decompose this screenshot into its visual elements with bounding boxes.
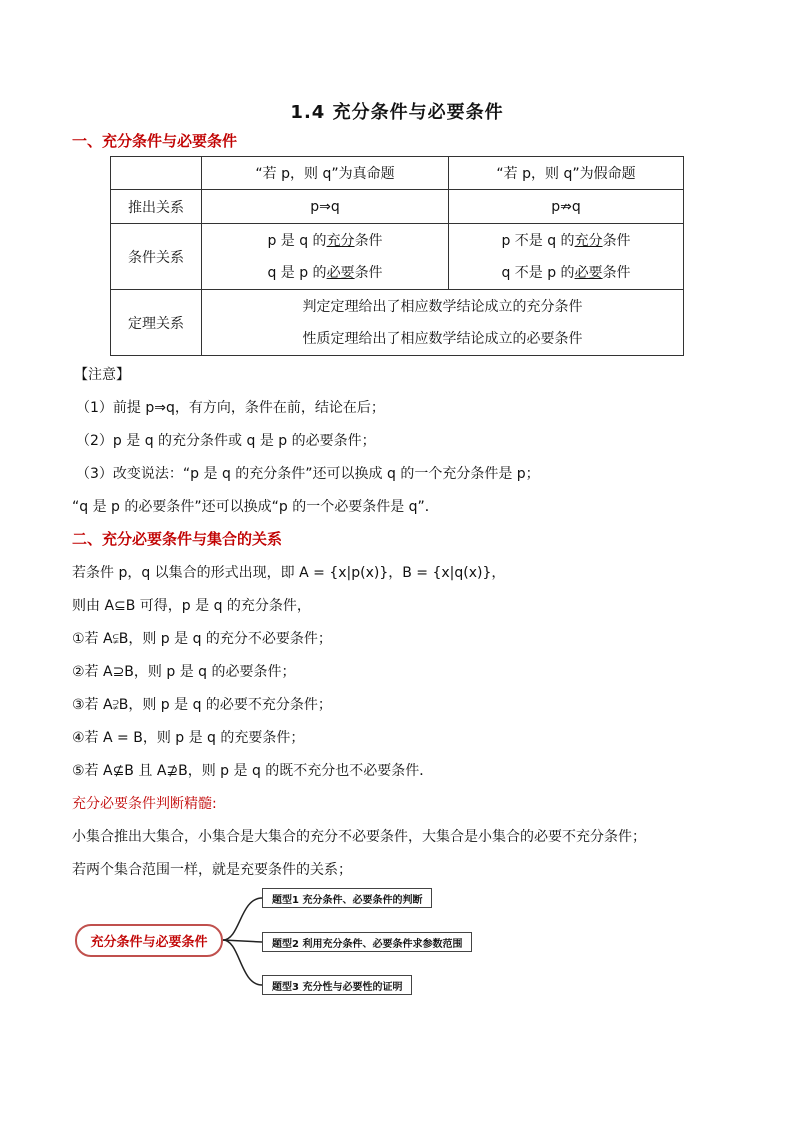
cell-line: p 是 q 的充分条件: [267, 232, 383, 249]
note-line: （2）p 是 q 的充分条件或 q 是 p 的必要条件；: [76, 433, 376, 449]
mindmap-branch-3: 题型3 充分性与必要性的证明: [262, 975, 412, 995]
cell-line: q 是 p 的必要条件: [267, 264, 383, 281]
mindmap-branch-1: 题型1 充分条件、必要条件的判断: [262, 888, 432, 908]
mindmap-root: 充分条件与必要条件: [75, 924, 223, 957]
section1-heading: 一、充分条件与必要条件: [72, 132, 238, 150]
page-title: 1.4 充分条件与必要条件: [290, 102, 504, 123]
cell-inference-true: p⇒q: [202, 190, 449, 224]
row-label-inference: 推出关系: [111, 190, 202, 224]
row-label-theorem: 定理关系: [111, 290, 202, 356]
cell-inference-false: p⇏q: [449, 190, 684, 224]
set-line: ①若 A⫋B，则 p 是 q 的充分不必要条件；: [72, 631, 332, 647]
note-title: 【注意】: [74, 367, 130, 383]
section2-heading: 二、充分必要条件与集合的关系: [72, 530, 283, 548]
set-line: ③若 A⫌B，则 p 是 q 的必要不充分条件；: [72, 697, 332, 713]
set-line: ④若 A = B，则 p 是 q 的充要条件；: [72, 730, 305, 746]
table-header-false: “若 p，则 q”为假命题: [449, 157, 684, 190]
note-line: （3）改变说法：“p 是 q 的充分条件”还可以换成 q 的一个充分条件是 p；: [76, 466, 540, 482]
set-line: ②若 A⊇B，则 p 是 q 的必要条件；: [72, 664, 296, 680]
set-line: 则由 A⊆B 可得，p 是 q 的充分条件，: [72, 598, 311, 614]
tip-title: 充分必要条件判断精髓:: [72, 796, 217, 812]
note-line: “q 是 p 的必要条件”还可以换成“p 的一个必要条件是 q”．: [72, 499, 439, 515]
row-label-condition: 条件关系: [111, 224, 202, 290]
set-line: ⑤若 A⊈B 且 A⊉B，则 p 是 q 的既不充分也不必要条件．: [72, 763, 434, 779]
cell-line: p 不是 q 的充分条件: [501, 232, 631, 249]
tip-line: 若两个集合范围一样，就是充要条件的关系；: [72, 862, 352, 878]
table-header-true: “若 p，则 q”为真命题: [202, 157, 449, 190]
tip-line: 小集合推出大集合，小集合是大集合的充分不必要条件，大集合是小集合的必要不充分条件；: [72, 829, 646, 845]
set-line: 若条件 p，q 以集合的形式出现，即 A = {x|p(x)}，B = {x|q(x)}，: [72, 565, 506, 581]
cell-line: 判定定理给出了相应数学结论成立的充分条件: [302, 298, 583, 315]
cell-line: q 不是 p 的必要条件: [501, 264, 631, 281]
mindmap-branch-2: 题型2 利用充分条件、必要条件求参数范围: [262, 932, 472, 952]
note-line: （1）前提 p⇒q，有方向，条件在前，结论在后；: [76, 400, 385, 416]
cell-line: 性质定理给出了相应数学结论成立的必要条件: [302, 330, 583, 347]
